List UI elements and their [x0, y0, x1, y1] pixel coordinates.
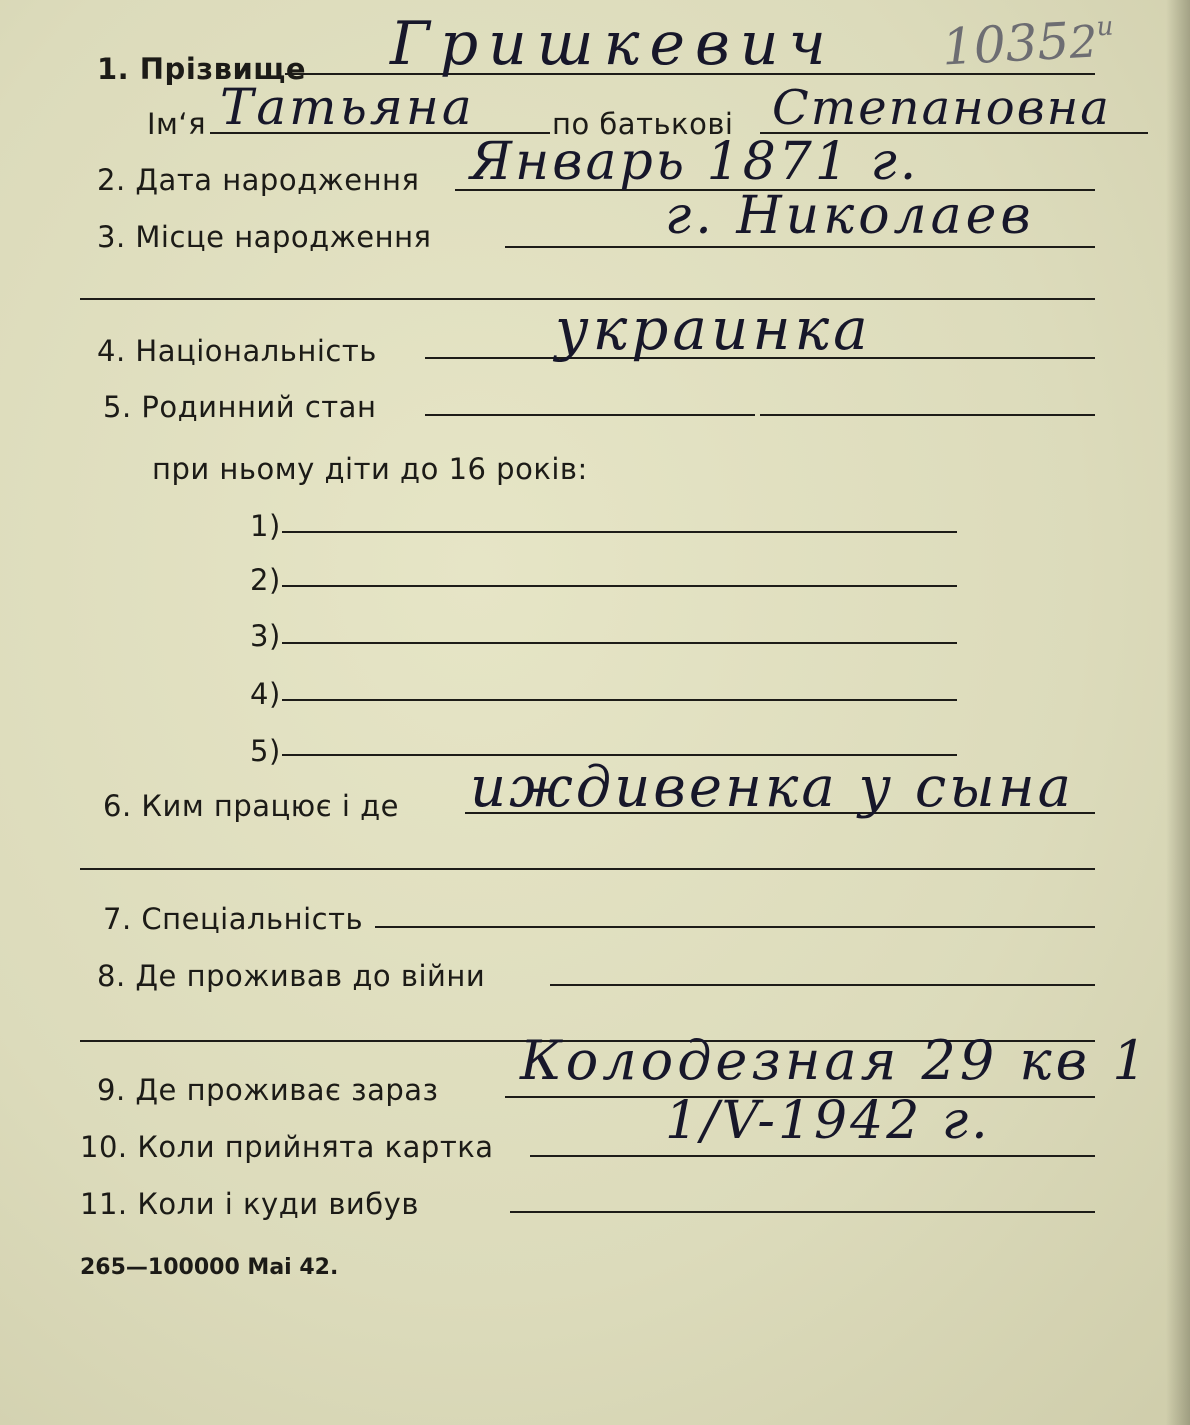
child-1-label: 1): [250, 509, 281, 543]
current-residence-value: Колодезная 29 кв 1: [520, 1029, 1151, 1092]
archive-number: $10352^и$: [940, 11, 1115, 77]
child-1-line: [282, 531, 957, 533]
surname-value: Гришкевич: [390, 9, 836, 79]
birth-place-label: 3. Місце народження: [97, 220, 432, 254]
name-label: Ім‘я: [147, 107, 207, 141]
card-accepted-line: [530, 1155, 1095, 1157]
page-edge-shadow: [1166, 0, 1190, 1425]
child-4-label: 4): [250, 677, 281, 711]
birth-place-value: г. Николаев: [665, 186, 1035, 246]
departure-label: 11. Коли і куди вибув: [80, 1187, 419, 1221]
name-value: Татьяна: [220, 78, 475, 136]
marital-status-line-1: [425, 414, 755, 416]
prewar-residence-line: [550, 984, 1095, 986]
departure-line: [510, 1211, 1095, 1213]
specialty-line: [375, 926, 1095, 928]
child-3-line: [282, 642, 957, 644]
nationality-label: 4. Національність: [97, 334, 377, 368]
specialty-label: 7. Спеціальність: [103, 902, 364, 936]
children-heading: при ньому діти до 16 років:: [152, 452, 588, 486]
marital-status-line-2: [760, 414, 1095, 416]
occupation-label: 6. Ким працює і де: [103, 789, 400, 823]
birth-place-line: [505, 246, 1095, 248]
card-accepted-value: 1/V-1942 г.: [665, 1091, 991, 1151]
patronymic-value: Степановна: [772, 80, 1111, 136]
child-2-label: 2): [250, 563, 281, 597]
child-3-label: 3): [250, 619, 281, 653]
card-accepted-label: 10. Коли прийнята картка: [80, 1130, 494, 1164]
child-2-line: [282, 585, 957, 587]
prewar-residence-label: 8. Де проживав до війни: [97, 959, 486, 993]
print-code: 265—100000 Mai 42.: [80, 1255, 339, 1280]
current-residence-label: 9. Де проживає зараз: [97, 1073, 439, 1107]
nationality-value: украинка: [555, 295, 872, 363]
birth-date-value: Январь 1871 г.: [470, 132, 920, 192]
surname-label: 1. Прізвище: [97, 52, 307, 86]
child-4-line: [282, 699, 957, 701]
occupation-extra-line: [80, 868, 1095, 870]
patronymic-label: по батькові: [552, 107, 734, 141]
birth-date-label: 2. Дата народження: [97, 163, 420, 197]
marital-status-label: 5. Родинний стан: [103, 390, 377, 424]
child-5-label: 5): [250, 734, 281, 768]
occupation-value: иждивенка у сына: [470, 755, 1075, 820]
